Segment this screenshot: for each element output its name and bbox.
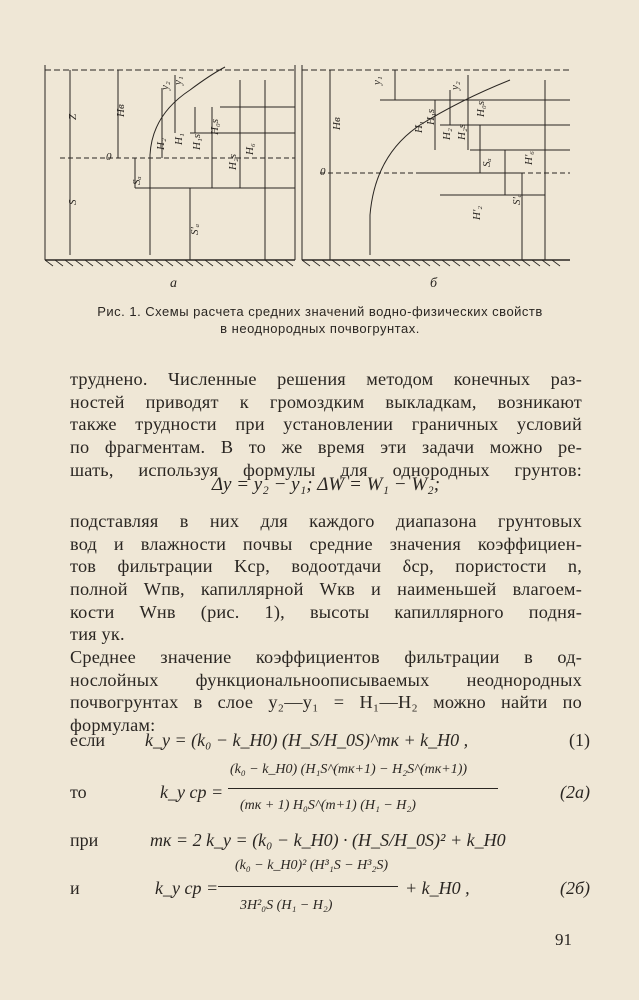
left-label-y2: y₂ <box>159 81 171 90</box>
p3-line: почвогрунтах в слое y₂—y₁ = H₁—H₂ можно найти по <box>70 692 582 713</box>
p2-line: кости Wнв (рис. 1), высоты капиллярного подня- <box>70 601 582 622</box>
left-label-h1s: H₁s <box>191 133 203 150</box>
left-label-sa: Sₐ <box>131 176 143 185</box>
equation-pri <box>70 830 590 858</box>
caption-line-2: в неоднородных почвогрунтах. <box>220 321 420 336</box>
p2-line: полной Wпв, капиллярной Wкв и наименьшей влагоем- <box>70 579 582 600</box>
eq2b-fraction-bar <box>218 886 398 887</box>
figure-schemes <box>40 55 580 295</box>
left-label-sa2: S'ₐ <box>189 223 201 235</box>
right-label-hb: Hв <box>331 117 343 130</box>
right-label-sa2: S'ₐ <box>511 193 523 205</box>
figure <box>40 55 580 295</box>
p3-line: Среднее значение коэффициентов фильтрации в од- <box>70 647 582 667</box>
p2-line: тов фильтрации Kср, водоотдачи δср, пористости n, <box>70 556 582 577</box>
eq2a-fraction-bar <box>228 788 498 789</box>
paragraph-1 <box>70 368 582 481</box>
eq2a-number: (2а) <box>560 782 590 802</box>
eq2b-lhs: k_y ср = <box>155 878 219 898</box>
eq2a-lhs: k_y ср = <box>160 782 224 802</box>
eq2a-word: то <box>70 782 87 802</box>
figure-caption <box>40 303 600 337</box>
left-label-h2s: H₂s <box>227 153 239 170</box>
left-label-zero: 0 <box>106 151 112 163</box>
eq2b-numerator: (k₀ − k_H0)² (H³₁S − H³₂S) <box>235 858 388 873</box>
formula-delta: Δy = y₂ − y₁; ΔW = W₁ − W₂; <box>211 474 441 495</box>
eq2a-denominator: (mк + 1) H₀S^(m+1) (H₁ − H₂) <box>240 798 416 813</box>
right-label-h1s: H₁s <box>425 108 437 125</box>
left-label-h2: H₂ <box>155 138 167 150</box>
page-number: 91 <box>555 930 572 949</box>
equation-2a <box>70 760 590 820</box>
left-label-z: Z <box>67 113 79 120</box>
eq2a-numerator: (k₀ − k_H0) (H₁S^(mк+1) − H₂S^(mк+1)) <box>230 762 468 777</box>
p2-line: подставляя в них для каждого диапазона грунтовых <box>70 511 582 531</box>
p1-line: по фрагментам. В то же время эти задачи можно ре- <box>70 437 582 458</box>
eq2b-number: (2б) <box>559 878 590 898</box>
eq2b-tail: + k_H0 , <box>405 878 470 898</box>
p2-line: вод и влажности почвы средние значения коэффициен- <box>70 533 582 554</box>
left-label-s: S <box>67 199 79 205</box>
right-label-h2p: H'₂ <box>471 205 483 220</box>
right-label-h0s: H₀s <box>475 100 487 117</box>
equation-1 <box>70 730 590 758</box>
left-label-h6: H₆ <box>244 143 256 155</box>
p1-line: труднено. Численные решения методом конечных раз- <box>70 369 582 389</box>
p1-line: ностей приводят к громоздким выкладкам, возникают <box>70 391 582 412</box>
left-label-y1: y₁ <box>172 76 184 85</box>
paragraph-2 <box>70 510 582 646</box>
eq-pri-word: при <box>70 830 99 850</box>
eq1-word: если <box>70 730 106 750</box>
left-label-hb: Hв <box>115 104 127 117</box>
right-label-zero: 0 <box>320 166 326 178</box>
right-label-h2s: H₂s <box>456 123 468 140</box>
caption-line-1: Рис. 1. Схемы расчета средних значений водно-физических свойств <box>97 304 543 319</box>
paragraph-3 <box>70 646 582 737</box>
right-label-h6: H'₆ <box>523 150 535 165</box>
equation-2b <box>70 858 590 922</box>
p3-line: формулам: <box>70 715 156 736</box>
left-label-h0s: H₀s <box>209 118 221 135</box>
eq1-body: k_y = (k₀ − k_H0) (H_S/H_0S)^mк + k_H0 , <box>145 730 469 750</box>
left-label-h1: H₁ <box>173 133 185 145</box>
eq1-number: (1) <box>569 730 590 750</box>
p1-line: шать, используя формулы для однородных грунтов: <box>70 459 582 480</box>
p1-line: также трудности при установлении граничных условий <box>70 414 582 435</box>
right-label-y1: y₁ <box>371 76 383 85</box>
label-b: б <box>430 276 438 291</box>
right-label-sa: Sₐ <box>481 158 493 167</box>
p3-line: нослойных функциональноописываемых неоднородных <box>70 669 582 690</box>
left-curve <box>150 67 225 255</box>
right-label-y2: y₂ <box>449 81 461 90</box>
eq2b-word: и <box>70 878 80 898</box>
p2-line: тия yк. <box>70 624 125 645</box>
eq-pri-body: mк = 2 k_y = (k₀ − k_H0) · (H_S/H_0S)² + k_H0 <box>150 830 506 850</box>
right-label-h2: H₂ <box>441 128 453 140</box>
label-a: а <box>170 276 177 291</box>
eq2b-denominator: 3H²₀S (H₁ − H₂) <box>240 898 333 913</box>
right-label-h1: H₁ <box>413 121 425 133</box>
